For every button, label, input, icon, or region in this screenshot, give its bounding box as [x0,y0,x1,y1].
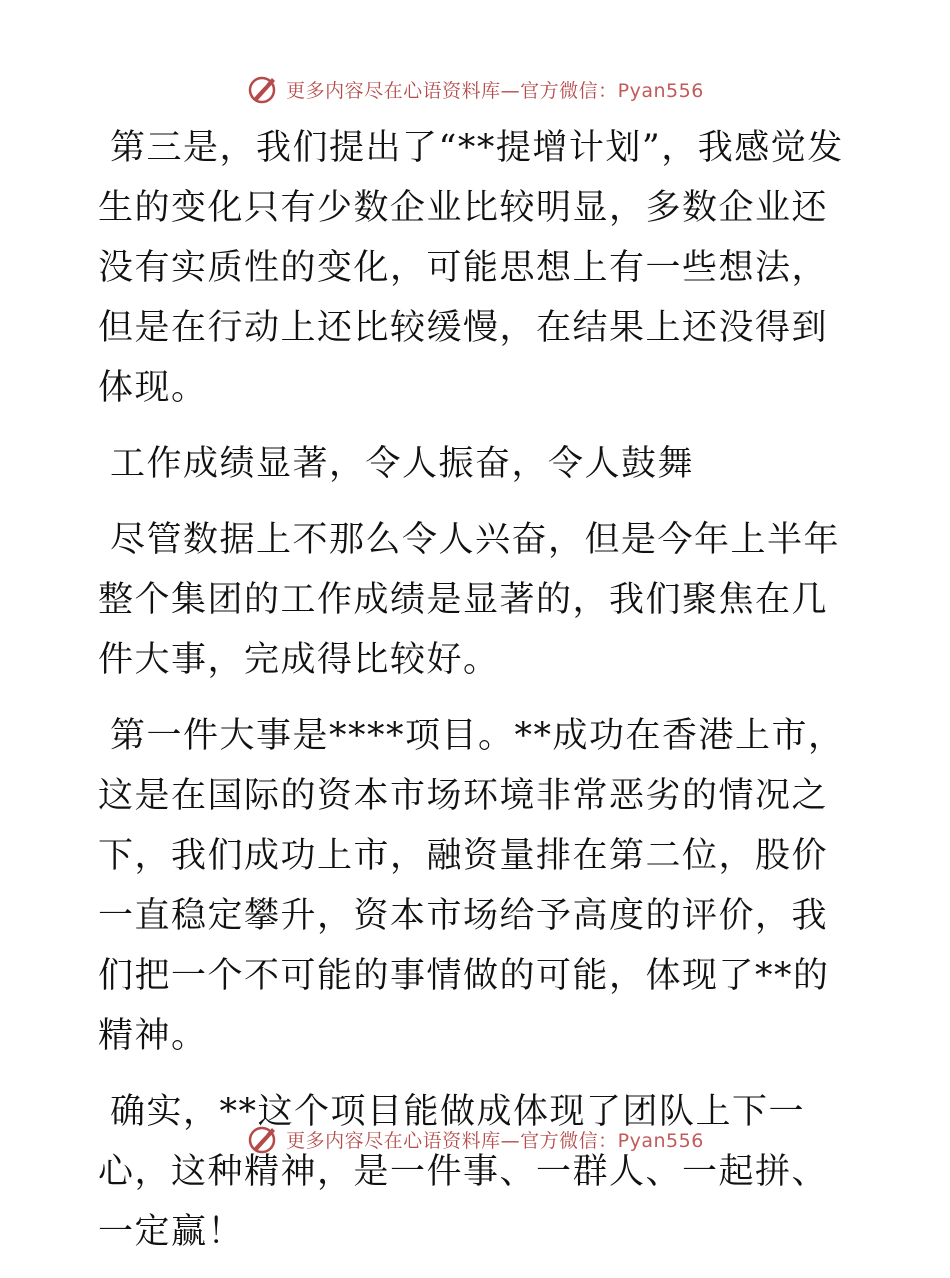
paragraph-third-point: 第三是，我们提出了“**提增计划”，我感觉发生的变化只有少数企业比较明显，多数企业还没有实质性的变化，可能思想上有一些想法，但是在行动上还比较缓慢，在结果上还没得到体现。 [98,128,844,408]
footer-banner [0,1122,950,1156]
header-wechat-id: Pyan556 [617,79,704,102]
quill-pen-logo-icon [246,1122,280,1156]
paragraph-team-spirit: 确实，**这个项目能做成体现了团队上下一心，这种精神，是一件事、一群人、一起拼、一定赢！ [98,1092,829,1252]
document-body [98,118,858,1278]
paragraph-achievements: 尽管数据上不那么令人兴奋，但是今年上半年整个集团的工作成绩是显著的，我们聚焦在几件大事，完成得比较好。 [98,520,841,680]
paragraph-first-event: 第一件大事是****项目。**成功在香港上市，这是在国际的资本市场环境非常恶劣的情况之下，我们成功上市，融资量排在第二位，股价一直稳定攀升，资本市场给予高度的评价，我们把一个不可能的事情做的可能，体现了**的精神。 [98,716,845,1056]
quill-pen-logo-icon [246,72,280,106]
header-banner-text [286,76,704,103]
footer-banner-label: 更多内容尽在心语资料库—官方微信： [286,1129,618,1152]
footer-banner-text [286,1126,704,1153]
header-banner-label: 更多内容尽在心语资料库—官方微信： [286,79,618,102]
paragraph-section-heading: 工作成绩显著，令人振奋，令人鼓舞 [110,444,695,484]
footer-wechat-id: Pyan556 [617,1129,704,1152]
header-banner [0,72,950,106]
